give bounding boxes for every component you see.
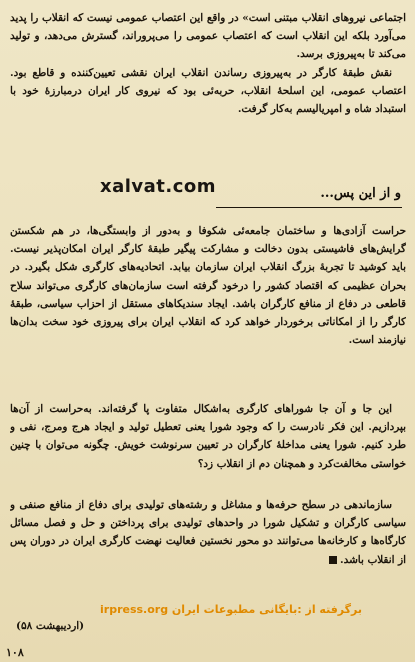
end-of-article-mark <box>329 556 337 564</box>
watermark-text: xalvat.com <box>100 176 217 197</box>
article-paragraph <box>10 496 406 569</box>
article-paragraph: اجتماعی نیروهای انقلاب مبتنی است» در واقع این اعتصاب عمومی نیست که انقلاب را پدید می‌آورد بلکه این انقلاب است که اعتصاب عمومی را می‌پروراند، گسترش می‌دهد، و تولید می‌کند تا به‌پیروزی برسد. <box>10 12 406 61</box>
article-middle-section <box>10 222 406 394</box>
article-lower-section <box>10 400 406 493</box>
page-number: ۱۰۸ <box>6 646 24 659</box>
heading-rule <box>216 207 402 208</box>
article-paragraph: این جا و آن جا شوراهای کارگری به‌اشکال متفاوت پا گرفته‌اند. به‌حراست از آن‌ها بپردازیم. این فکر نادرست را که وجود شورا یعنی تعطیل تولید و ایجاد هرج ومرج، نفی و طرد کنیم. شورا یعنی مداخلهٔ کارگران در تعیین سرنوشت خویش. چگونه می‌توان با چنین خواستی مخالفت‌کرد و همچنان دم از انقلاب زد؟ <box>10 403 406 470</box>
article-paragraph: نقش طبقهٔ کارگر در به‌پیروزی رساندن انقلاب ایران نقشی تعیین‌کننده و قاطع بود. اعتصاب عمومی، این اسلحهٔ انقلاب، حربه‌ئی بود که نیروی کار ایران درمبارزهٔ خود با استبداد شاه و امپریالیسم به‌کار گرفت. <box>10 66 406 116</box>
section-heading: و از این پس... <box>320 186 401 201</box>
article-bottom-section <box>10 496 406 596</box>
article-paragraph: حراست آزادی‌ها و ساختمان جامعه‌ئی شکوفا و به‌دور از وابستگی‌ها، در هم شکستن گرایش‌های فاشیستی بدون دخالت و مشارکت پیگیر طبقهٔ کارگر ایران امکان‌پذیر نیست. باید کوشید تا تجربهٔ بزرگ انقلاب ایران سازمان بیابد. اتحادیه‌های کارگری شکل بگیرد. در بحران عظیمی که اقتصاد کشور را درخود گرفته است سازمان‌های کارگری می‌تواند سلاح قاطعی در دفاع از منافع کارگران باشد. ایجاد سندیکاهای مستقل از احزاب سیاسی، طبقهٔ کارگر را از امکاناتی برخوردار خواهد کرد که انقلاب ایران برای پیروزی خود سخت بدان‌ها نیازمند است. <box>10 225 406 347</box>
article-paragraph-text: سازماندهی در سطح حرفه‌ها و مشاغل و رشته‌های تولیدی برای دفاع از منافع صنفی و سیاسی کارگران و تشکیل شورا در واحدهای تولیدی برای پرداختن و حل و فصل مسائل کارگاه‌ها و کارخانه‌ها می‌توانند دو محور نخستین فعالیت نهضت کارگری ایران در دوران پس از انقلاب باشد. <box>10 499 406 566</box>
source-note: برگرفته از :بایگانی مطبوعات ایران irpress.org <box>100 603 363 616</box>
article-top-section <box>10 9 406 161</box>
article-date: (اردیبهشت ۵۸) <box>16 620 85 632</box>
